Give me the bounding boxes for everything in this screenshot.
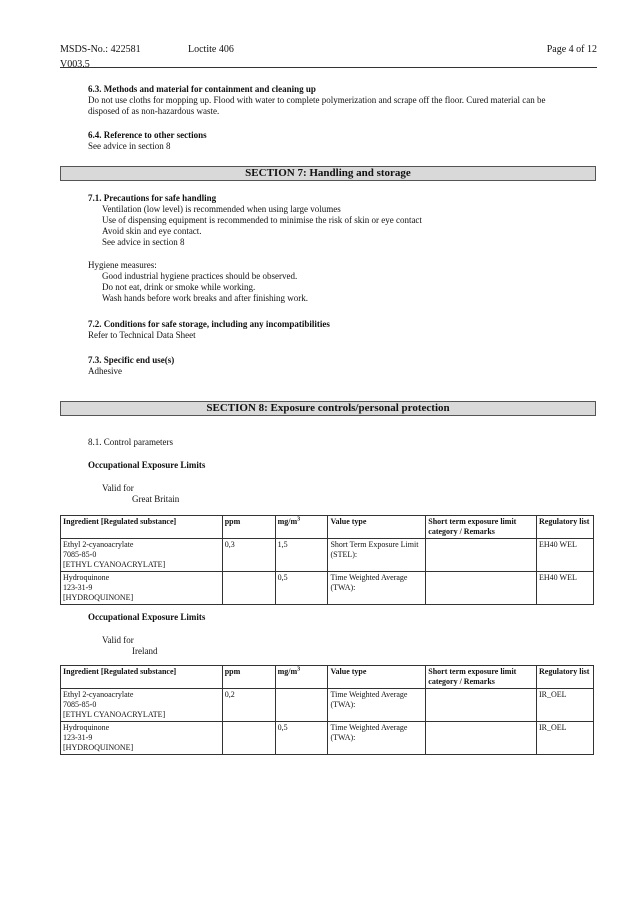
section-7-2-text: Refer to Technical Data Sheet — [88, 330, 196, 340]
table-row — [61, 572, 594, 605]
precaution-line: See advice in section 8 — [102, 237, 185, 247]
valid-for-label: Valid for — [102, 635, 134, 645]
table-header-row — [61, 516, 594, 539]
mgm3-cell: 1,5 — [275, 539, 328, 572]
ppm-cell: 0,2 — [222, 689, 275, 722]
section-6-3-line1: Do not use cloths for mopping up. Flood with water to complete polymerization and scrape off the floor. Cured material can be — [88, 95, 546, 105]
reg-list-cell: IR_OEL — [537, 722, 594, 755]
valid-for-country: Great Britain — [132, 494, 180, 504]
col-short-term: Short term exposure limit category / Remarks — [426, 516, 537, 539]
value-type-cell: Time Weighted Average (TWA): — [328, 689, 426, 722]
hygiene-line: Do not eat, drink or smoke while working. — [102, 282, 256, 292]
valid-for-country: Ireland — [132, 646, 158, 656]
ppm-cell — [222, 722, 275, 755]
ingredient-cell: Ethyl 2-cyanoacrylate 7085-85-0 [ETHYL CYANOACRYLATE] — [61, 689, 223, 722]
page-number: Page 4 of 12 — [546, 44, 597, 55]
col-mgm3: $mg/m^3$ — [275, 516, 328, 539]
section-7-2-title: 7.2. Conditions for safe storage, including any incompatibilities — [88, 319, 330, 329]
section-6-3-line2: disposed of as non-hazardous waste. — [88, 106, 220, 116]
col-ingredient: Ingredient [Regulated substance] — [61, 516, 223, 539]
section-7-2 — [88, 319, 598, 341]
table-row — [61, 689, 594, 722]
valid-for-block — [88, 483, 598, 505]
ingredient-cell: Ethyl 2-cyanoacrylate 7085-85-0 [ETHYL CYANOACRYLATE] — [61, 539, 223, 572]
oel-title: Occupational Exposure Limits — [88, 612, 206, 622]
col-mgm3: $mg/m^3$ — [275, 666, 328, 689]
reg-list-cell: IR_OEL — [537, 689, 594, 722]
precaution-line: Ventilation (low level) is recommended when using large volumes — [102, 204, 341, 214]
valid-for-block — [88, 635, 598, 657]
section-7-3-text: Adhesive — [88, 366, 122, 376]
header-rule — [60, 67, 597, 68]
section-6-4-text: See advice in section 8 — [88, 141, 171, 151]
table-row — [61, 722, 594, 755]
section-7-1-title: 7.1. Precautions for safe handling — [88, 193, 217, 203]
msds-number: MSDS-No.: 422581 — [60, 44, 141, 55]
valid-for-label: Valid for — [102, 483, 134, 493]
section-7-1 — [88, 193, 598, 248]
section-7-heading: SECTION 7: Handling and storage — [60, 166, 596, 181]
section-6-4 — [88, 130, 598, 152]
mgm3-cell — [275, 689, 328, 722]
remarks-cell — [426, 722, 537, 755]
reg-list-cell: EH40 WEL — [537, 539, 594, 572]
precaution-line: Avoid skin and eye contact. — [102, 226, 202, 236]
product-name: Loctite 406 — [188, 44, 234, 55]
col-ppm: ppm — [222, 666, 275, 689]
oel-table-ireland — [60, 665, 594, 755]
oel-title: Occupational Exposure Limits — [88, 460, 206, 470]
hygiene-line: Wash hands before work breaks and after finishing work. — [102, 293, 308, 303]
section-6-3-title: 6.3. Methods and material for containment and cleaning up — [88, 84, 316, 94]
ppm-cell — [222, 572, 275, 605]
col-reg-list: Regulatory list — [537, 516, 594, 539]
hygiene-measures — [88, 260, 598, 304]
reg-list-cell: EH40 WEL — [537, 572, 594, 605]
col-value-type: Value type — [328, 516, 426, 539]
col-value-type: Value type — [328, 666, 426, 689]
table-row — [61, 539, 594, 572]
section-8-1-title: 8.1. Control parameters — [88, 437, 173, 447]
col-ingredient: Ingredient [Regulated substance] — [61, 666, 223, 689]
ingredient-cell: Hydroquinone 123-31-9 [HYDROQUINONE] — [61, 572, 223, 605]
hygiene-title: Hygiene measures: — [88, 260, 157, 270]
mgm3-cell: 0,5 — [275, 572, 328, 605]
remarks-cell — [426, 539, 537, 572]
col-ppm: ppm — [222, 516, 275, 539]
hygiene-line: Good industrial hygiene practices should be observed. — [102, 271, 298, 281]
section-7-3-title: 7.3. Specific end use(s) — [88, 355, 175, 365]
version: V003.5 — [60, 59, 90, 70]
value-type-cell: Time Weighted Average (TWA): — [328, 572, 426, 605]
value-type-cell: Time Weighted Average (TWA): — [328, 722, 426, 755]
value-type-cell: Short Term Exposure Limit (STEL): — [328, 539, 426, 572]
section-7-3 — [88, 355, 598, 377]
col-short-term: Short term exposure limit category / Remarks — [426, 666, 537, 689]
precaution-line: Use of dispensing equipment is recommended to minimise the risk of skin or eye contact — [102, 215, 422, 225]
section-8-heading: SECTION 8: Exposure controls/personal protection — [60, 401, 596, 416]
ingredient-cell: Hydroquinone 123-31-9 [HYDROQUINONE] — [61, 722, 223, 755]
col-reg-list: Regulatory list — [537, 666, 594, 689]
ppm-cell: 0,3 — [222, 539, 275, 572]
table-header-row — [61, 666, 594, 689]
section-6-4-title: 6.4. Reference to other sections — [88, 130, 207, 140]
remarks-cell — [426, 689, 537, 722]
remarks-cell — [426, 572, 537, 605]
oel-table-great-britain — [60, 515, 594, 605]
mgm3-cell: 0,5 — [275, 722, 328, 755]
section-6-3 — [88, 84, 598, 117]
